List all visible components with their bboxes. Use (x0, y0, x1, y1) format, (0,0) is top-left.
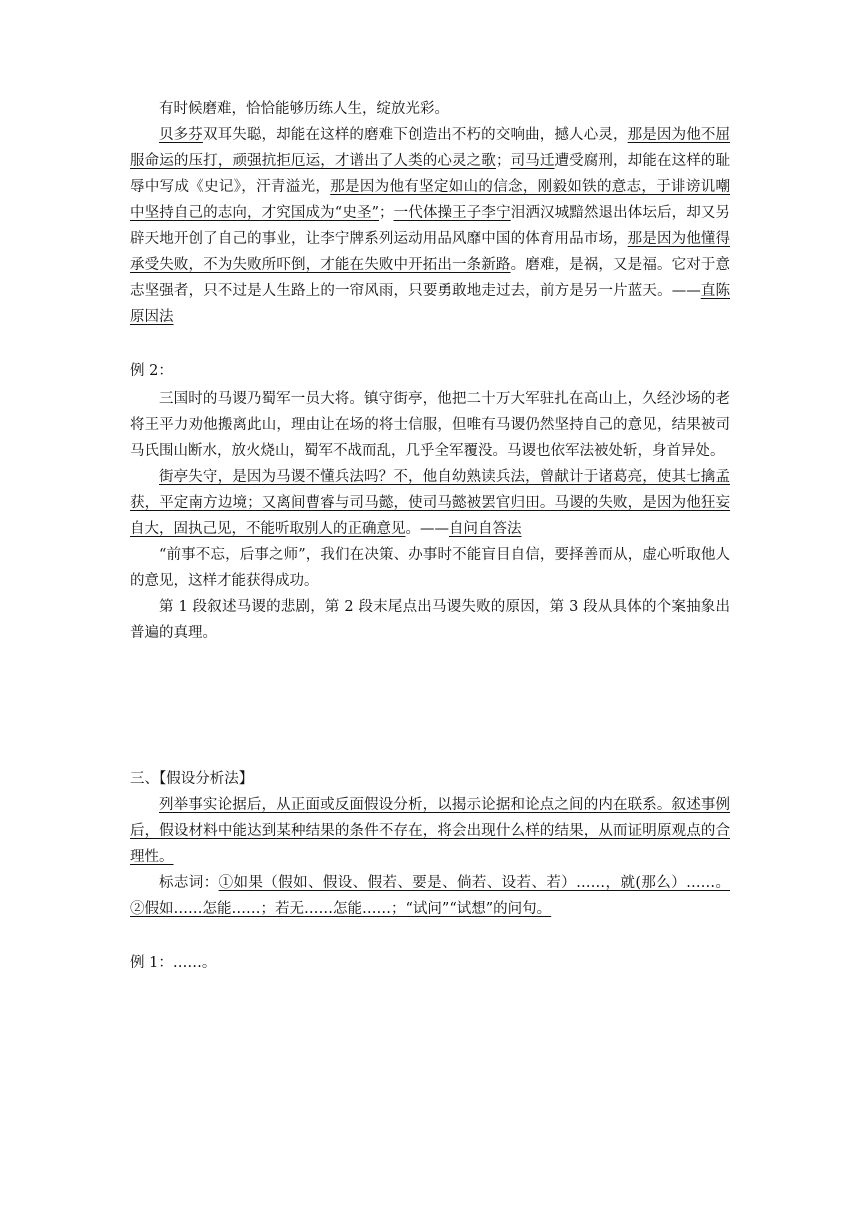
example-2-conclusion: “前事不忘，后事之师”，我们在决策、办事时不能盲目自信，要择善而从，虚心听取他人的意见，这样才能获得成功。 (130, 547, 730, 589)
examples-paragraph-run-1: 双耳失聪，却能在这样的磨难下创造出不朽的交响曲，撼人心灵， (202, 127, 628, 143)
examples-paragraph-run-0: 贝多芬 (159, 127, 203, 143)
examples-paragraph-run-7: ； (379, 205, 394, 221)
example-2-label: 例 2： (130, 363, 173, 379)
examples-paragraph (130, 122, 730, 330)
markers-label: 标志词： (159, 875, 219, 891)
example-2-summary: 第 1 段叙述马谡的悲剧，第 2 段末尾点出马谡失败的原因，第 3 段从具体的个案抽象出普遍的真理。 (130, 599, 730, 641)
intro-sentence: 有时候磨难，恰恰能够历练人生，绽放光彩。 (159, 101, 449, 117)
examples-paragraph-run-11: 。磨难，是祸，又是福。它对于意志坚强者，只不过是人生路上的一帘风雨，只要勇敢地走过去，前方是另一片蓝天。—— (130, 257, 731, 299)
section-3-markers (130, 870, 730, 922)
example-2-story: 三国时的马谡乃蜀军一员大将。镇守街亭，他把二十万大军驻扎在高山上，久经沙场的老将王平力劝他搬离此山，理由让在场的将士信服，但唯有马谡仍然坚持自己的意见，结果被司马氏围山断水，放火烧山，蜀军不战而乱，几乎全军覆没。马谡也依军法被处斩，身首异处。 (130, 391, 730, 459)
document-page (130, 96, 730, 976)
section-3-definition: 列举事实论据后，从正面或反面假设分析，以揭示论据和论点之间的内在联系。叙述事例后，假设材料中能达到某种结果的条件不存在，将会出现什么样的结果，从而证明原观点的合理性。 (130, 797, 730, 865)
markers-list: ①如果（假如、假设、假若、要是、倘若、设若、若）……，就(那么）……。②假如……怎能……；若无……怎能……；“试问”“试想”的问句。 (130, 875, 730, 917)
example-2-analysis (130, 464, 730, 542)
examples-paragraph-run-12: 直陈原因法 (130, 283, 731, 325)
example-2-analysis-run-0: 街亭失守，是因为马谡不懂兵法吗？不，他自幼熟读兵法，曾献计于诸葛亮，使其七擒孟获，平定南方边境；又离间曹睿与司马懿，使司马懿被罢官归田。 (130, 469, 730, 511)
examples-paragraph-run-5: 遭受腐刑，却能在这样的耻辱中写成《史记》，汗青溢光， (130, 153, 731, 195)
examples-paragraph-run-3: ； (495, 153, 511, 169)
examples-paragraph-run-6: 那是因为他有坚定如山的信念，刚毅如铁的意志，于诽谤讥嘲中坚持自己的志向，才究国成为“史圣” (130, 179, 731, 221)
example-2-analysis-run-2: 。—— (405, 521, 449, 537)
examples-paragraph-run-4: 司马迁 (510, 153, 555, 169)
section-3-heading: 三、【假设分析法】 (130, 771, 254, 787)
examples-paragraph-run-10: 那是因为他懂得承受失败，不为失败所吓倒，才能在失败中开拓出一条新路 (130, 231, 730, 273)
examples-paragraph-run-9: 泪洒汉城黯然退出体坛后，却又另辟天地开创了自己的事业，让李宁牌系列运动用品风靡中国的体育用品市场， (130, 205, 731, 247)
section-3-example-1: 例 1：……。 (130, 955, 217, 971)
examples-paragraph-run-2: 那是因为他不屈服命运的压打，顽强抗拒厄运，才谱出了人类的心灵之歌 (130, 127, 731, 169)
example-2-analysis-run-3: 自问自答法 (449, 521, 522, 537)
examples-paragraph-run-8: 一代体操王子李宁 (393, 205, 511, 221)
example-2-analysis-run-1: 马谡的失败，是因为他狂妄自大，固执己见，不能听取别人的正确意见 (130, 495, 731, 537)
